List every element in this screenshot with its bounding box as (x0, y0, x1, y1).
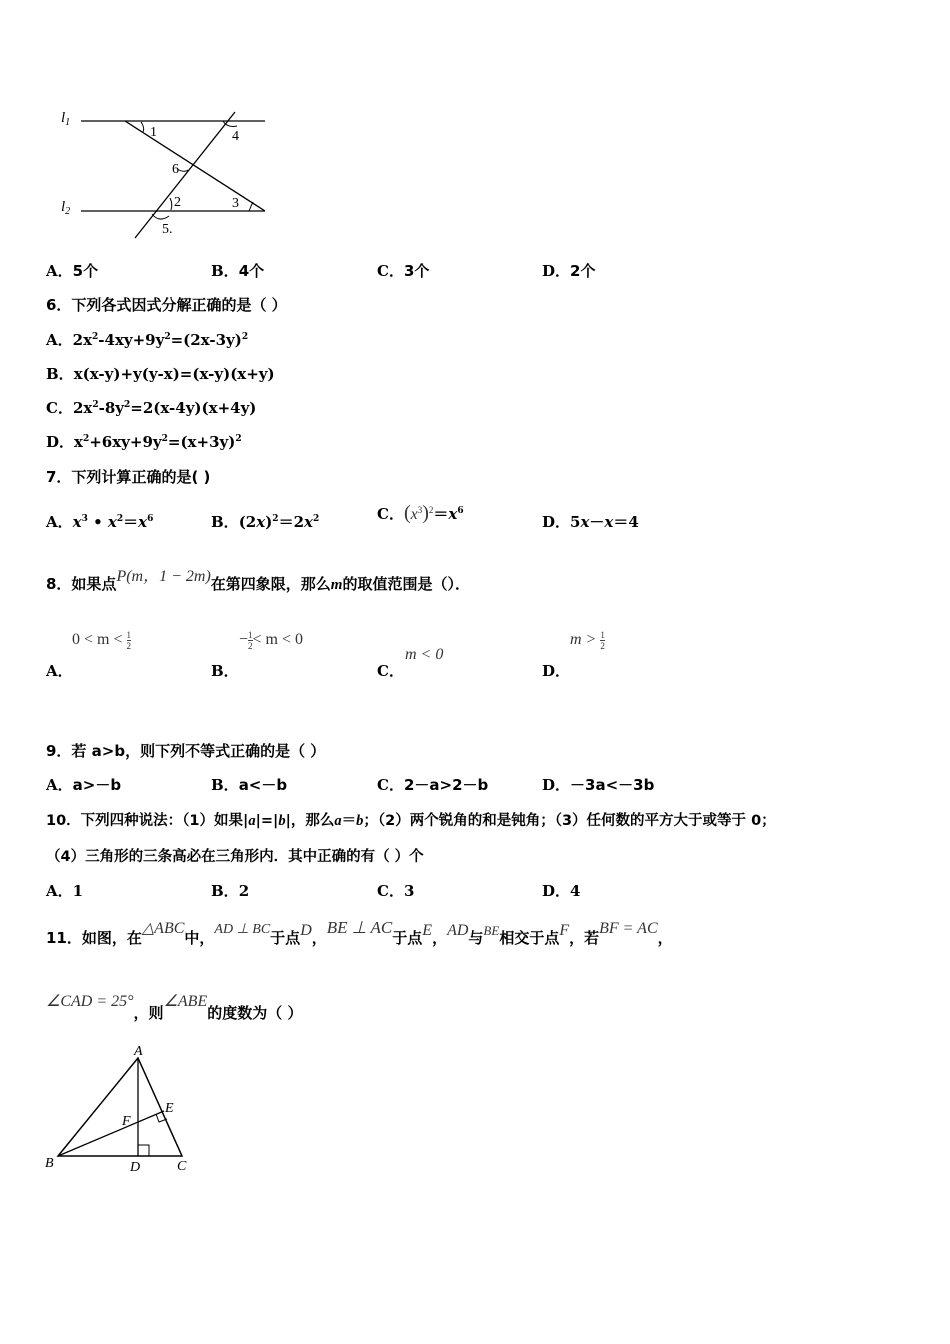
q9-option-b[interactable]: B．a<－b (211, 776, 288, 794)
angle-2-label: 2 (174, 195, 181, 210)
q7-stem: 7．下列计算正确的是( ) (46, 468, 211, 486)
angle-4-label: 4 (232, 129, 239, 144)
q7-option-d[interactable]: D．5x－x＝4 (542, 513, 639, 531)
label-C: C (177, 1159, 187, 1174)
q7-option-b[interactable]: B．$(2x)^2=2x^2$ (211, 513, 320, 531)
q10-stem-line1: 10．下列四种说法：（1）如果|a|=|b|，那么a＝b；（2）两个锐角的和是钝角；（3）任何数的平方大于或等于 0； (46, 813, 776, 829)
label-E: E (165, 1101, 174, 1116)
angle-5-label: 5. (162, 222, 173, 237)
label-B: B (45, 1156, 54, 1171)
q6-option-c[interactable]: C．$2x^2-8y^2=2(x-4y)(x+4y)$ (46, 399, 257, 417)
q11-stem-line1: 11．如图，在△ABC中，AD ⊥ BC于点D，BE ⊥ AC于点E，AD与BE相交于点F，若BF = AC， (46, 918, 673, 947)
q7-option-c[interactable]: C．$(x^3)^2=x^6$ (377, 502, 464, 524)
q6-option-a[interactable]: A．$2x^2-4xy+9y^2=(2x-3y)^2$ (46, 331, 249, 349)
q9-option-a[interactable]: A．a>－b (46, 776, 122, 794)
q5-option-b[interactable]: B．4个 (211, 262, 265, 280)
q5-option-d[interactable]: D．2个 (542, 262, 596, 280)
label-D: D (130, 1160, 141, 1175)
q10-option-d[interactable]: D．4 (542, 882, 581, 900)
angle-3-label: 3 (232, 196, 239, 211)
q9-option-c[interactable]: C．2－a>2－b (377, 776, 489, 794)
q5-option-a[interactable]: A．5个 (46, 262, 99, 280)
angle-1-label: 1 (150, 125, 157, 140)
q8-stem: 8．如果点P(m，1 − 2m)在第四象限，那么m的取值范围是（）． (46, 568, 470, 593)
q9-stem: 9．若 a>b，则下列不等式正确的是（ ） (46, 742, 326, 760)
q6-option-b[interactable]: B．x(x-y)+y(y-x)=(x-y)(x+y) (46, 365, 275, 383)
q6-option-d[interactable]: D．$x^2+6xy+9y^2=(x+3y)^2$ (46, 433, 242, 451)
q9-option-d[interactable]: D．－3a<－3b (542, 776, 655, 794)
angle-6-label: 6 (172, 162, 179, 177)
triangle-abc-figure (40, 1040, 200, 1180)
parallel-lines-figure (55, 100, 275, 245)
label-A: A (134, 1044, 143, 1059)
q5-option-c[interactable]: C．3个 (377, 262, 430, 280)
q10-stem-line2: （4）三角形的三条高必在三角形内．其中正确的有（ ）个 (46, 849, 424, 865)
q10-option-c[interactable]: C．3 (377, 882, 415, 900)
label-F: F (122, 1114, 131, 1129)
q7-option-a[interactable]: A．$x^3$ • $x^2=x^6$ (46, 513, 154, 531)
label-l2: $l_2$ (61, 199, 71, 217)
q10-option-b[interactable]: B．2 (211, 882, 250, 900)
q6-stem: 6．下列各式因式分解正确的是（ ） (46, 296, 287, 314)
label-l1: $l_1$ (61, 110, 71, 128)
q11-stem-line2: ∠CAD = 25°，则∠ABE的度数为（ ） (46, 993, 303, 1022)
q10-option-a[interactable]: A．1 (46, 882, 84, 900)
